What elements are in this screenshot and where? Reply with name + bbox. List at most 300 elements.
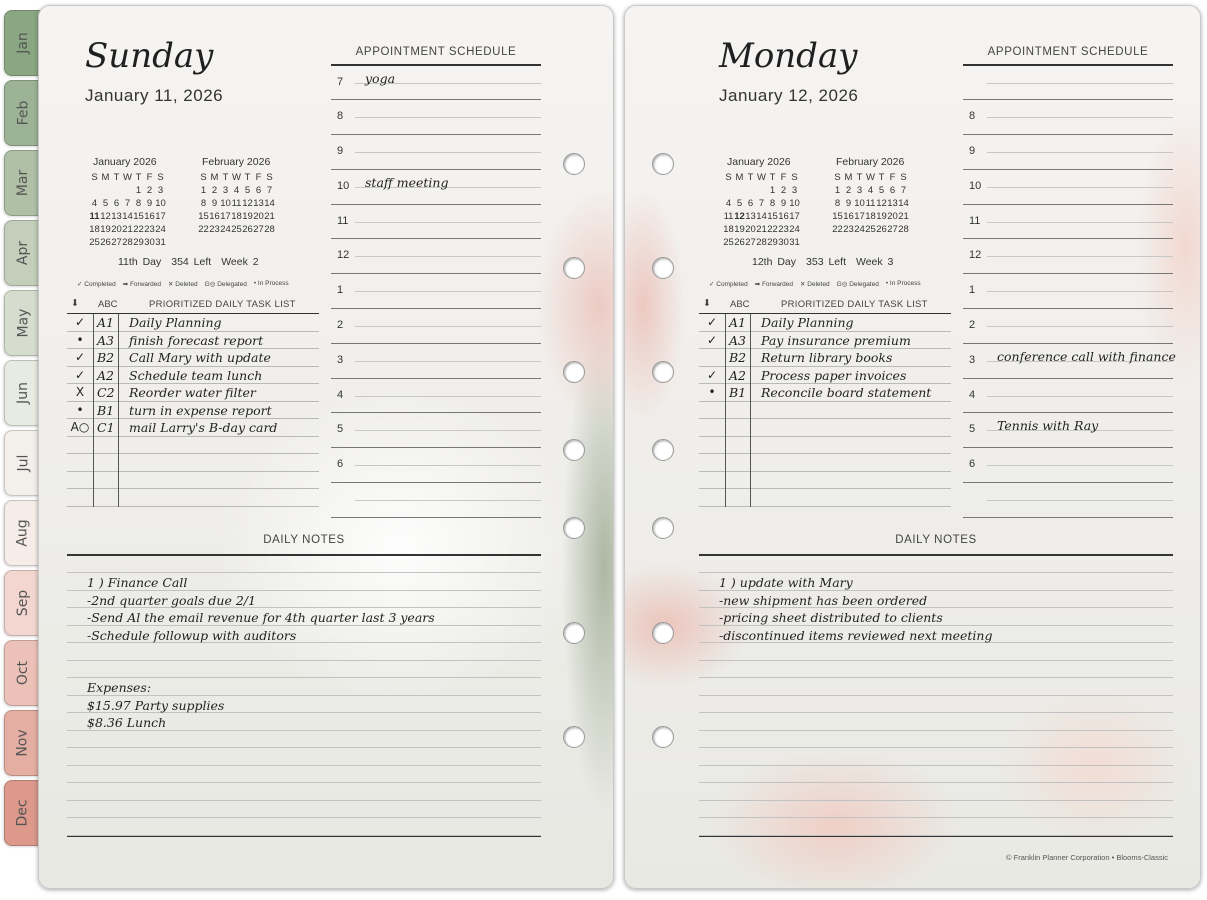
half-hour-line [355, 117, 541, 118]
task-row[interactable] [67, 349, 319, 367]
day-counter-left: 353 Left [806, 256, 846, 268]
mini-calendar-day: 10 [854, 198, 865, 209]
mini-calendar-day [100, 185, 111, 196]
mini-calendar-day: 9 [845, 198, 852, 209]
mini-calendar-grid [198, 172, 275, 235]
mini-calendar-day: S [725, 172, 732, 183]
schedule-slot[interactable] [963, 448, 1173, 483]
note-line[interactable] [67, 696, 541, 714]
mini-calendar-day: 28 [122, 237, 133, 248]
task-text: Reorder water filter [129, 385, 256, 400]
mini-calendar-january [723, 156, 800, 248]
tab-label: May [14, 308, 31, 338]
task-priority: A1 [729, 315, 746, 330]
schedule-hour: 4 [337, 388, 344, 401]
mini-calendar-day: 7 [124, 198, 131, 209]
mini-calendar-day: 6 [747, 198, 754, 209]
task-status-mark[interactable]: ✓ [74, 315, 86, 329]
mini-calendar-day: 10 [789, 198, 800, 209]
binder-ring-hole [652, 726, 674, 748]
task-row[interactable] [67, 437, 319, 455]
task-status-mark[interactable]: ✓ [74, 367, 86, 382]
task-row[interactable] [67, 419, 319, 437]
task-text: Daily Planning [129, 315, 222, 330]
mini-calendar-day: 15 [832, 211, 843, 222]
task-priority: A3 [729, 332, 746, 348]
note-text: 1 ) update with Mary [719, 575, 853, 590]
note-line[interactable] [67, 678, 541, 696]
mini-calendar-day: M [735, 172, 744, 183]
mini-calendar-day: 18 [89, 224, 100, 235]
schedule-slot[interactable] [331, 170, 541, 205]
binder-ring-hole [563, 517, 585, 539]
binder-ring-hole [652, 153, 674, 175]
half-hour-line [987, 500, 1173, 501]
day-counter-left: 354 Left [171, 256, 212, 268]
note-line[interactable] [699, 608, 1173, 626]
mini-calendar-day: F [146, 172, 153, 183]
note-line[interactable] [67, 801, 541, 819]
task-status-mark[interactable]: ✓ [706, 332, 718, 347]
task-status-mark[interactable]: ✓ [74, 350, 86, 364]
schedule-slot[interactable] [963, 66, 1173, 101]
tab-apr[interactable] [4, 220, 42, 286]
note-text: -discontinued items reviewed next meeting [719, 627, 993, 643]
task-text: mail Larry's B-day card [129, 420, 278, 435]
mini-calendar-day: 1 [135, 185, 142, 196]
task-text: Daily Planning [761, 315, 854, 330]
mini-calendar-day: 4 [867, 185, 874, 196]
note-text: -Schedule followup with auditors [87, 627, 297, 643]
note-line[interactable] [67, 591, 541, 609]
note-line[interactable] [699, 801, 1173, 819]
schedule-slot[interactable] [331, 413, 541, 448]
mini-calendar-day: 9 [146, 198, 153, 209]
mini-calendar-day: 11 [865, 198, 876, 209]
task-row[interactable] [67, 472, 319, 490]
schedule-slot[interactable] [331, 309, 541, 344]
schedule-hour: 5 [969, 423, 976, 436]
task-column-divider [93, 314, 94, 507]
legend-item: ✓ Completed [77, 281, 116, 288]
appointment-schedule-title: APPOINTMENT SCHEDULE [987, 46, 1149, 58]
task-priority: A3 [97, 332, 114, 348]
note-line[interactable] [67, 783, 541, 801]
note-line[interactable] [67, 731, 541, 749]
tab-may[interactable] [4, 290, 42, 356]
mini-calendar-day: 22 [133, 224, 144, 235]
task-status-mark[interactable]: • [76, 332, 84, 347]
binder-ring-hole [652, 439, 674, 461]
mini-calendar-day: 13 [745, 211, 756, 222]
schedule-slot[interactable] [963, 205, 1173, 240]
task-priority: A2 [729, 367, 746, 383]
task-row[interactable] [699, 384, 951, 402]
note-line[interactable] [67, 626, 541, 644]
half-hour-line [987, 256, 1173, 257]
task-row[interactable] [699, 437, 951, 455]
schedule-slot[interactable] [963, 135, 1173, 170]
mini-calendar-january [89, 156, 166, 248]
note-line[interactable] [699, 731, 1173, 749]
right-page-monday [624, 5, 1201, 889]
mini-calendar-day: 20 [745, 224, 756, 235]
schedule-hour: 6 [969, 458, 976, 471]
schedule-hour: 3 [969, 353, 976, 366]
mini-calendar-day: 1 [200, 185, 207, 196]
legend-item: ➡ Forwarded [122, 281, 162, 288]
mini-calendar-day: S [91, 172, 98, 183]
priority-column-header: ABC [730, 299, 750, 310]
mini-calendar-day: 14 [122, 211, 133, 222]
legend-item: ✓ Completed [709, 281, 748, 288]
note-text: $15.97 Party supplies [87, 697, 225, 713]
mini-calendar-day: 7 [758, 198, 765, 209]
task-row[interactable] [67, 367, 319, 385]
prioritized-task-list [699, 296, 951, 507]
mini-calendar-february [832, 156, 909, 235]
note-text: -Send Al the email revenue for 4th quarter last 3 years [87, 610, 435, 625]
task-row[interactable] [699, 332, 951, 350]
mini-calendar-day: 22 [832, 224, 843, 235]
task-row[interactable] [67, 384, 319, 402]
legend-item: ✕ Deleted [800, 281, 830, 288]
legend-item: G◎ Delegated [836, 281, 879, 288]
mini-calendar-day [111, 185, 122, 196]
note-line[interactable] [67, 713, 541, 731]
note-line[interactable] [67, 748, 541, 766]
mini-calendar-day: 12 [100, 211, 111, 222]
task-priority: A1 [97, 315, 114, 330]
task-column-divider [725, 314, 726, 507]
half-hour-line [355, 256, 541, 257]
task-status-mark[interactable]: ✓ [706, 315, 718, 329]
mini-calendar-day: 14 [756, 211, 767, 222]
task-text: Process paper invoices [761, 367, 907, 383]
schedule-slot[interactable] [963, 344, 1176, 379]
task-row[interactable] [67, 332, 319, 350]
schedule-slot[interactable] [963, 379, 1173, 414]
task-text: turn in expense report [129, 402, 272, 418]
mini-calendar-day: 16 [144, 211, 155, 222]
half-hour-line [355, 222, 541, 223]
mini-calendar-day: 1 [834, 185, 841, 196]
mini-calendar-day: 2 [780, 185, 787, 196]
task-row[interactable] [67, 402, 319, 420]
schedule-hour: 10 [337, 179, 350, 192]
daily-notes-title: DAILY NOTES [263, 534, 345, 546]
appointment-text: yoga [365, 70, 396, 86]
schedule-slot[interactable] [963, 170, 1173, 205]
mini-calendar-day: T [856, 172, 863, 183]
date-heading: January 11, 2026 [85, 86, 224, 105]
schedule-hour: 4 [969, 388, 976, 401]
mini-calendar-title: February 2026 [202, 156, 271, 168]
task-status-legend [709, 280, 921, 288]
mini-calendar-day: 30 [778, 237, 789, 248]
note-line[interactable] [67, 608, 541, 626]
tab-jul[interactable] [4, 430, 42, 496]
mini-calendar-day: 19 [876, 211, 887, 222]
schedule-hour: 12 [337, 249, 350, 262]
mini-calendar-day: W [757, 172, 766, 183]
note-line[interactable] [699, 626, 1173, 644]
schedule-slot[interactable] [331, 483, 541, 518]
note-line[interactable] [699, 748, 1173, 766]
schedule-slot[interactable] [331, 379, 541, 414]
tab-oct[interactable] [4, 640, 42, 706]
note-line[interactable] [699, 713, 1173, 731]
note-line[interactable] [67, 661, 541, 679]
binder-ring-hole [563, 257, 585, 279]
tab-nov[interactable] [4, 710, 42, 776]
tab-dec[interactable] [4, 780, 42, 846]
mini-calendar-day: 13 [887, 198, 898, 209]
mini-calendar-day: M [101, 172, 110, 183]
task-column-divider [118, 314, 119, 507]
schedule-hour: 11 [337, 214, 349, 227]
schedule-slot[interactable] [963, 274, 1173, 309]
schedule-slot[interactable] [331, 274, 541, 309]
task-status-mark[interactable]: • [76, 402, 84, 417]
task-text: Call Mary with update [129, 350, 271, 365]
binder-ring-hole [563, 153, 585, 175]
half-hour-line [987, 187, 1173, 188]
day-counter-day: 12th Day [752, 256, 797, 268]
schedule-slot[interactable] [331, 66, 541, 101]
mini-calendar-day: 11 [231, 198, 242, 209]
task-text: finish forecast report [129, 332, 264, 348]
binder-ring-hole [563, 439, 585, 461]
mini-calendar-day: 18 [231, 211, 242, 222]
schedule-slot[interactable] [963, 309, 1173, 344]
mini-calendar-day: 23 [209, 224, 220, 235]
schedule-slot[interactable] [331, 135, 541, 170]
tab-aug[interactable] [4, 500, 42, 566]
task-text: Pay insurance premium [761, 332, 911, 348]
schedule-slot[interactable] [963, 483, 1173, 518]
task-row[interactable] [699, 349, 951, 367]
mini-calendar-day: 20 [253, 211, 264, 222]
mini-calendar-day: 15 [133, 211, 144, 222]
note-text: -pricing sheet distributed to clients [719, 610, 943, 625]
tab-jan[interactable] [4, 10, 42, 76]
half-hour-line [355, 291, 541, 292]
task-row[interactable] [699, 454, 951, 472]
mini-calendar-title: February 2026 [836, 156, 905, 168]
mini-calendar-day: F [889, 172, 896, 183]
schedule-slot[interactable] [963, 100, 1173, 135]
task-list-header [699, 296, 951, 314]
schedule-slot[interactable] [331, 205, 541, 240]
note-line[interactable] [67, 766, 541, 784]
mini-calendar-day: 28 [264, 224, 275, 235]
mini-calendar-day: 10 [155, 198, 166, 209]
note-line[interactable] [699, 696, 1173, 714]
mini-calendar-day: 3 [856, 185, 863, 196]
mini-calendar-day: 8 [834, 198, 841, 209]
tab-sep[interactable] [4, 570, 42, 636]
date-heading: January 12, 2026 [719, 86, 859, 105]
half-hour-line [987, 222, 1173, 223]
priority-column-header: ABC [98, 299, 118, 310]
appointment-text: staff meeting [365, 174, 449, 190]
task-row[interactable] [67, 489, 319, 507]
mini-calendar-day: T [244, 172, 251, 183]
mini-calendar-day: S [157, 172, 164, 183]
mini-calendar-day: 21 [898, 211, 909, 222]
mini-calendar-day: 12 [876, 198, 887, 209]
task-priority: B2 [729, 350, 747, 365]
task-column-divider [750, 314, 751, 507]
schedule-hour: 9 [969, 145, 976, 158]
tab-jun[interactable] [4, 360, 42, 426]
task-rows [67, 314, 319, 507]
note-line[interactable] [699, 661, 1173, 679]
mini-calendar-day: 25 [865, 224, 876, 235]
schedule-slot[interactable] [963, 413, 1173, 448]
mini-calendar-day: F [255, 172, 262, 183]
schedule-slot[interactable] [331, 100, 541, 135]
mini-calendar-day: 5 [102, 198, 109, 209]
daily-notes-title: DAILY NOTES [895, 534, 977, 546]
note-line[interactable] [699, 556, 1173, 574]
note-line[interactable] [699, 766, 1173, 784]
daily-notes [67, 534, 541, 837]
task-row[interactable] [699, 367, 951, 385]
down-arrow-icon: ⬇ [703, 298, 711, 309]
mini-calendar-day: 2 [845, 185, 852, 196]
note-text: -new shipment has been ordered [719, 592, 928, 608]
task-row[interactable] [699, 472, 951, 490]
half-hour-line [355, 361, 541, 362]
half-hour-line [355, 396, 541, 397]
task-row[interactable] [699, 419, 951, 437]
note-line[interactable] [699, 591, 1173, 609]
mini-calendar-day: 19 [100, 224, 111, 235]
mini-calendar-day: 8 [769, 198, 776, 209]
note-line[interactable] [67, 818, 541, 836]
mini-calendar-day: 7 [266, 185, 273, 196]
tab-label: Jan [15, 32, 31, 54]
mini-calendar-day: 9 [211, 198, 218, 209]
mini-calendar-day: 24 [155, 224, 166, 235]
mini-calendar-day: 19 [734, 224, 745, 235]
mini-calendar-day: S [791, 172, 798, 183]
task-row[interactable] [67, 454, 319, 472]
mini-calendar-day: 18 [865, 211, 876, 222]
day-counter [118, 256, 269, 268]
mini-calendar-day: S [200, 172, 207, 183]
mini-calendar-day: 21 [756, 224, 767, 235]
mini-calendar-day: 13 [253, 198, 264, 209]
mini-calendar-day [723, 185, 734, 196]
mini-calendar-day: 17 [854, 211, 865, 222]
mini-calendar-day: 28 [898, 224, 909, 235]
note-line[interactable] [699, 818, 1173, 836]
binder-ring-hole [563, 726, 585, 748]
task-status-mark[interactable]: • [708, 385, 716, 399]
mini-calendar-day: 29 [767, 237, 778, 248]
half-hour-line [987, 291, 1173, 292]
mini-calendar-grid [89, 172, 166, 248]
mini-calendar-day [734, 185, 745, 196]
note-line[interactable] [67, 643, 541, 661]
task-status-mark[interactable]: X [75, 385, 85, 399]
appointment-schedule [331, 46, 541, 518]
task-status-mark[interactable]: A○ [70, 420, 90, 434]
note-line[interactable] [699, 573, 1173, 591]
mini-calendar-day: 17 [220, 211, 231, 222]
tab-mar[interactable] [4, 150, 42, 216]
schedule-hour: 6 [337, 458, 344, 471]
mini-calendar-day: 11 [89, 211, 100, 222]
task-status-mark[interactable]: ✓ [706, 367, 718, 382]
schedule-hour: 1 [337, 284, 344, 297]
note-text: 1 ) Finance Call [87, 575, 188, 590]
half-hour-line [987, 117, 1173, 118]
tab-label: Jun [15, 382, 31, 404]
schedule-slot[interactable] [331, 344, 541, 379]
task-rows [699, 314, 951, 507]
binder-ring-hole [563, 622, 585, 644]
mini-calendar-day: 4 [233, 185, 240, 196]
mini-calendar-day: 27 [111, 237, 122, 248]
mini-calendar-day: M [210, 172, 219, 183]
task-row[interactable] [699, 402, 951, 420]
day-name: Monday [719, 36, 858, 76]
schedule-slot[interactable] [331, 448, 541, 483]
mini-calendar-day: 17 [155, 211, 166, 222]
mini-calendar-day: 15 [767, 211, 778, 222]
task-row[interactable] [699, 314, 951, 332]
legend-item: ➡ Forwarded [754, 281, 794, 288]
half-hour-line [355, 465, 541, 466]
task-row[interactable] [699, 489, 951, 507]
mini-calendar-day: 8 [135, 198, 142, 209]
note-line[interactable] [699, 783, 1173, 801]
schedule-hour: 2 [337, 319, 344, 332]
mini-calendar-day: 6 [113, 198, 120, 209]
mini-calendar-day: 23 [144, 224, 155, 235]
prioritized-task-list [67, 296, 319, 507]
binder-ring-hole [652, 622, 674, 644]
schedule-slot[interactable] [963, 239, 1173, 274]
binder-ring-hole [652, 361, 674, 383]
note-line[interactable] [699, 643, 1173, 661]
mini-calendar-day [756, 185, 767, 196]
mini-calendar-day: 3 [157, 185, 164, 196]
mini-calendar-day: 26 [876, 224, 887, 235]
mini-calendar-day: S [900, 172, 907, 183]
task-row[interactable] [67, 314, 319, 332]
mini-calendar-day: 4 [725, 198, 732, 209]
mini-calendar-day: 25 [231, 224, 242, 235]
mini-calendar-day: 16 [778, 211, 789, 222]
note-line[interactable] [699, 678, 1173, 696]
mini-calendar-day: 2 [146, 185, 153, 196]
task-priority: C2 [97, 385, 115, 400]
mini-calendar-day: 18 [723, 224, 734, 235]
schedule-slot[interactable] [331, 239, 541, 274]
tab-feb[interactable] [4, 80, 42, 146]
note-line[interactable] [67, 556, 541, 574]
mini-calendar-day: 8 [200, 198, 207, 209]
note-line[interactable] [67, 573, 541, 591]
left-page-sunday [38, 5, 614, 889]
mini-calendar-day: M [844, 172, 853, 183]
mini-calendar-day: 15 [198, 211, 209, 222]
